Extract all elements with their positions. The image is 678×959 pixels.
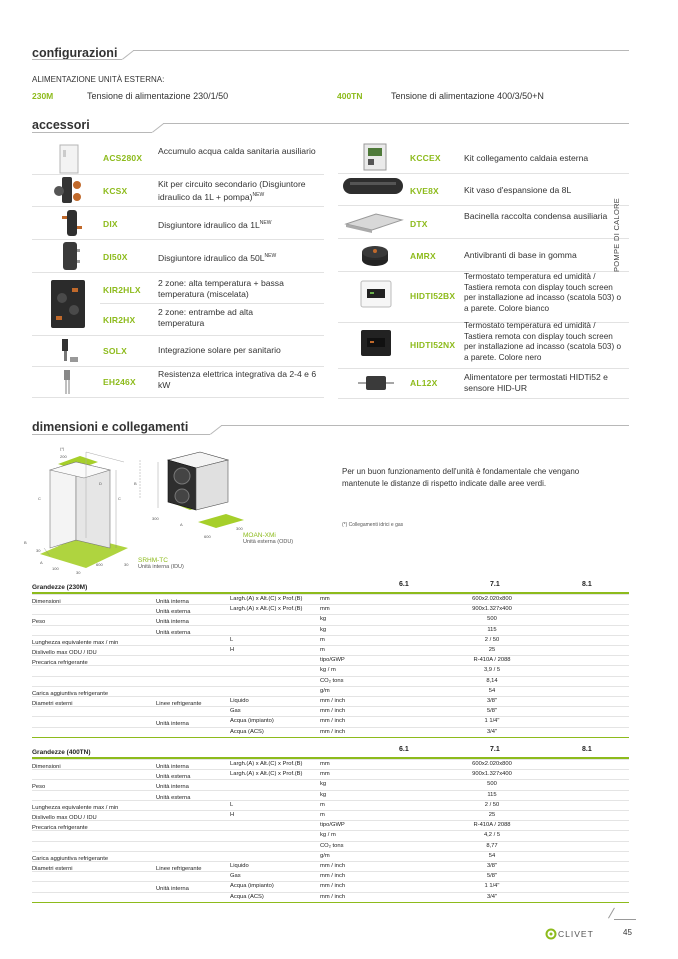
row-unit: kg [320,616,327,623]
kcsx-image [48,175,88,210]
row-value: 2 / 50 [484,801,500,808]
dtx-image [342,210,404,239]
row-value: 3/4" [486,893,498,900]
dim-label: A [40,560,43,565]
row-label: Peso [32,784,46,791]
row-sublabel: Unità esterna [156,794,191,801]
section-rule [32,59,122,60]
row-value: 600x2.020x800 [472,761,512,767]
row-unit: kg [320,791,327,798]
acc-code-hidti52bx: HIDTI52BX [410,291,456,301]
table-row [32,851,629,861]
acc-code-solx: SOLX [103,346,127,356]
footer-slash [608,908,615,919]
acc-desc-eh246x: Resistenza elettrica integrativa da 2-4 e 6 kW [158,369,317,390]
column-header: 7.1 [490,581,500,588]
row-unit: mm [320,761,330,767]
section-rule-long [133,50,629,51]
acc-desc-solx: Integrazione solare per sanitario [158,345,281,355]
page-number: 45 [623,928,632,937]
row-value: 4,2 / 5 [483,832,501,839]
row-unit: CO₂ tons [320,677,344,684]
acc-code-kir2hx: KIR2HX [103,315,136,325]
row-detail: Largh.(A) x Alt.(C) x Prof.(B) [230,771,303,778]
table-row [32,881,629,891]
table-header [32,580,629,592]
row-label: Dislivello max ODU / IDU [32,650,97,656]
row-unit: mm / inch [320,728,346,735]
row-unit: kg [320,626,327,633]
row-value: R-410A / 2088 [473,822,511,829]
row-label: Lunghezza equivalente max / min [32,639,119,646]
table-bottom-rule [32,737,629,738]
row-detail: L [230,801,234,808]
table-row [32,790,629,800]
row-detail: Acqua (impianto) [230,883,274,890]
row-unit: m [320,647,325,653]
table-title: Grandezze (400TN) [32,749,91,756]
row-detail: Largh.(A) x Alt.(C) x Prof.(B) [230,761,303,767]
table-row [32,686,629,696]
table-row [32,841,629,851]
acc-desc-acs280x: Accumulo acqua calda sanitaria ausiliario [158,146,316,156]
table-row [32,645,629,655]
table-row [32,594,629,604]
acc-desc-kccex: Kit collegamento caldaia esterna [464,153,589,163]
section-rule-long [221,425,629,426]
eh246x-image [56,368,80,401]
row-unit: mm / inch [320,873,346,880]
row-label: Diametri esterni [32,866,73,872]
row-sublabel: Unità esterna [156,629,191,636]
row-value: 5/8" [486,708,498,715]
row-value: 54 [488,687,496,694]
table-row [32,635,629,645]
row-value: 1 1/4" [484,718,500,725]
acc-desc-dix: Disgiuntore idraulico da $1L^{NEW}$ [158,219,272,230]
dim-label: B [24,540,27,545]
hidti52bx-image [360,280,392,313]
table-row [32,861,629,871]
dim-label: 30 [36,548,41,553]
row-unit: mm / inch [320,698,346,704]
row-unit: mm [320,771,330,778]
dim-label: 600 [204,534,211,539]
row-value: 8,77 [486,842,498,849]
row-sublabel: Unità esterna [156,774,191,781]
section-title-dimensioni: dimensioni e collegamenti [32,420,189,434]
table-bottom-rule [32,902,629,903]
acc-code-al12x: AL12X [410,378,438,388]
row-detail: Largh.(A) x Alt.(C) x Prof.(B) [230,596,303,602]
row-detail: Gas [230,873,241,880]
row-sublabel: Unità esterna [156,609,191,616]
row-sublabel: Unità interna [156,619,189,626]
footer-rule [614,919,636,920]
acc-code-hidti52nx: HIDTI52NX [410,340,456,350]
row-value: 25 [488,812,496,818]
dim-label: C [118,496,121,501]
config-text-400tn: Tensione di alimentazione 400/3/50+N [391,91,544,101]
column-header: 8.1 [582,581,592,588]
idu-sub: Unità interna (IDU) [138,564,184,570]
dim-label: C [38,496,41,501]
dim-label: 100 [52,566,59,571]
idu-name: SRHM-TC [138,557,168,564]
row-value: 115 [487,791,497,798]
acc-code-amrx: AMRX [410,251,436,261]
row-label: Precarica refrigerante [32,825,88,832]
section-rule-slant [122,50,134,59]
table-row [32,779,629,789]
row-label: Lunghezza equivalente max / min [32,804,119,811]
solx-image [56,337,82,370]
dim-label: 30 [124,562,129,567]
table-row [32,769,629,779]
row-unit: CO₂ tons [320,842,344,849]
config-code-230m: 230M [32,91,54,101]
odu-sub: Unità esterna (ODU) [243,539,294,545]
row-label: Precarica refrigerante [32,660,88,667]
acs280x-image [58,144,80,179]
acc-code-eh246x: EH246X [103,377,136,387]
table-title: Grandezze (230M) [32,584,88,591]
acc-code-kir2hlx: KIR2HLX [103,285,141,295]
row-unit: g/m [320,852,330,859]
table-row [32,655,629,665]
acc-code-dix: DIX [103,219,118,229]
section-rule-slant [210,425,222,434]
row-unit: tipo/GWP [320,657,345,664]
row-label: Carica aggiuntiva refrigerante [32,690,109,697]
row-detail: Acqua (ACS) [230,728,264,735]
row-value: 3/8" [486,698,498,704]
row-value: 500 [487,616,497,623]
row-value: 3/8" [486,863,498,869]
row-unit: mm / inch [320,718,346,725]
row-detail: H [230,812,235,818]
acc-desc-hidti52nx: Termostato temperatura ed umidità / Tastiera remota con display touch screen per installazione ad incasso (scatola 503) o a parete. Colore nero [464,321,622,362]
amrx-image [360,240,390,275]
row-value: 8,14 [486,677,498,684]
row-label: Diametri esterni [32,701,73,707]
dim-label: (*) [60,446,65,451]
row-unit: kg / m [320,667,336,674]
dim-label: A [180,522,183,527]
side-label: POMPE DI CALORE [612,197,621,272]
section-rule-long [163,123,629,124]
acc-code-acs280x: ACS280X [103,153,143,163]
row-value: 600x2.020x800 [472,596,512,602]
section-rule [32,434,210,435]
footer-brand: CLIVET [558,929,594,939]
row-detail: Acqua (ACS) [230,893,264,900]
row-detail: Liquido [230,863,249,869]
section-rule [32,132,152,133]
row-unit: kg [320,781,327,788]
acc-desc-hidti52bx: Termostato temperatura ed umidità / Tastiera remota con display touch screen per installazione ad incasso (scatola 503) o a parete. Colore bianco [464,272,622,313]
dim-label: B [134,481,137,486]
row-label: Carica aggiuntiva refrigerante [32,855,109,862]
section-rule-slant [152,123,164,132]
row-detail: Largh.(A) x Alt.(C) x Prof.(B) [230,606,303,613]
row-sublabel: Unità interna [156,721,189,728]
acc-desc-amrx: Antivibranti di base in gomma [464,250,577,260]
dim-label: D [99,481,102,486]
row-sublabel: Unità interna [156,764,189,770]
row-label: Peso [32,619,46,626]
acc-desc-kir2hx: 2 zone: entrambe ad alta temperatura [158,307,254,328]
row-unit: m [320,801,325,808]
row-unit: mm / inch [320,883,346,890]
table-row [32,759,629,769]
acc-code-dtx: DTX [410,219,428,229]
kccex-image [362,142,388,177]
column-header: 6.1 [399,581,409,588]
hidti52nx-image [360,329,392,362]
table-row [32,830,629,840]
row-unit: mm / inch [320,708,346,715]
row-sublabel: Linee refrigerante [156,701,202,707]
acc-desc-al12x: Alimentatore per termostati HIDTi52 e sensore HID-UR [464,372,608,393]
kir2hx-image [50,278,86,335]
clearance-text: Per un buon funzionamento dell'unità è fondamentale che vengano mantenute le distanze di rispetto indicate dalle aree verdi. [342,467,580,488]
acc-desc-di50x: Disgiuntore idraulico da $50L^{NEW}$ [158,252,277,263]
row-detail: Gas [230,708,241,715]
row-value: 900x1.327x400 [472,606,512,613]
dim-label: 200 [60,454,67,459]
table-row [32,716,629,726]
table-row [32,800,629,810]
clearance-note: (*) Collegamenti idrici e gas [342,522,404,528]
row-unit: mm [320,596,330,602]
row-unit: kg / m [320,832,336,839]
supply-label: ALIMENTAZIONE UNITÀ ESTERNA: [32,75,165,84]
row-value: 5/8" [486,873,498,880]
table-row [32,810,629,820]
row-unit: m [320,636,325,643]
section-title-configurazioni: configurazioni [32,46,118,60]
row-unit: mm / inch [320,893,346,900]
row-value: 54 [488,852,496,859]
acc-desc-dtx: Bacinella raccolta condensa ausiliaria [464,211,608,221]
table-row [32,696,629,706]
acc-code-di50x: DI50X [103,252,128,262]
row-detail: L [230,636,234,643]
dim-label: 300 [152,516,159,521]
kve8x-image [342,175,404,202]
row-unit: mm [320,606,330,613]
row-value: 500 [487,781,497,788]
odu-name: MOAN-XMi [243,532,276,539]
row-value: 2 / 50 [484,636,500,643]
row-label: Dislivello max ODU / IDU [32,815,97,821]
row-sublabel: Unità interna [156,784,189,791]
column-header: 7.1 [490,746,500,753]
row-value: 115 [487,626,497,633]
table-row [32,727,629,737]
row-label: Dimensioni [32,764,61,770]
table-row [32,871,629,881]
di50x-image [60,241,80,276]
config-text-230m: Tensione di alimentazione 230/1/50 [87,91,229,101]
acc-code-kcsx: KCSX [103,186,128,196]
dim-label: 600 [96,562,103,567]
row-value: 1 1/4" [484,883,500,890]
row-detail: H [230,647,235,653]
acc-code-kve8x: KVE8X [410,186,439,196]
section-title-accessori: accessori [32,118,90,132]
acc-desc-kir2hlx: 2 zone: alta temperatura + bassa temperatura (miscelata) [158,278,284,299]
row-unit: g/m [320,687,330,694]
row-detail: Liquido [230,698,249,704]
row-sublabel: Unità interna [156,599,189,605]
table-row [32,625,629,635]
table-row [32,614,629,624]
acc-desc-kcsx: Kit per circuito secondario (Disgiuntore idraulico da 1L + pompa)$^{NEW}$ [158,179,306,202]
row-sublabel: Unità interna [156,886,189,893]
row-detail: Acqua (impianto) [230,718,274,725]
row-label: Dimensioni [32,599,61,605]
al12x-image [356,370,396,401]
table-row [32,665,629,675]
row-unit: tipo/GWP [320,822,345,829]
row-value: 3,9 / 5 [483,667,501,674]
table-row [32,706,629,716]
acc-code-kccex: KCCEX [410,153,441,163]
row-value: 3/4" [486,728,498,735]
dim-label: 30 [76,570,81,575]
dim-label: 300 [236,526,243,531]
dix-image [62,208,82,243]
column-header: 8.1 [582,746,592,753]
table-row [32,892,629,902]
row-unit: mm / inch [320,863,346,869]
column-header: 6.1 [399,746,409,753]
row-value: R-410A / 2088 [473,657,511,664]
row-sublabel: Linee refrigerante [156,866,202,872]
table-header [32,745,629,757]
table-row [32,676,629,686]
config-code-400tn: 400TN [337,91,363,101]
table-row [32,820,629,830]
table-row [32,604,629,614]
row-unit: m [320,812,325,818]
row-value: 25 [488,647,496,653]
row-value: 900x1.327x400 [472,771,512,778]
acc-desc-kve8x: Kit vaso d'espansione da 8L [464,185,572,195]
